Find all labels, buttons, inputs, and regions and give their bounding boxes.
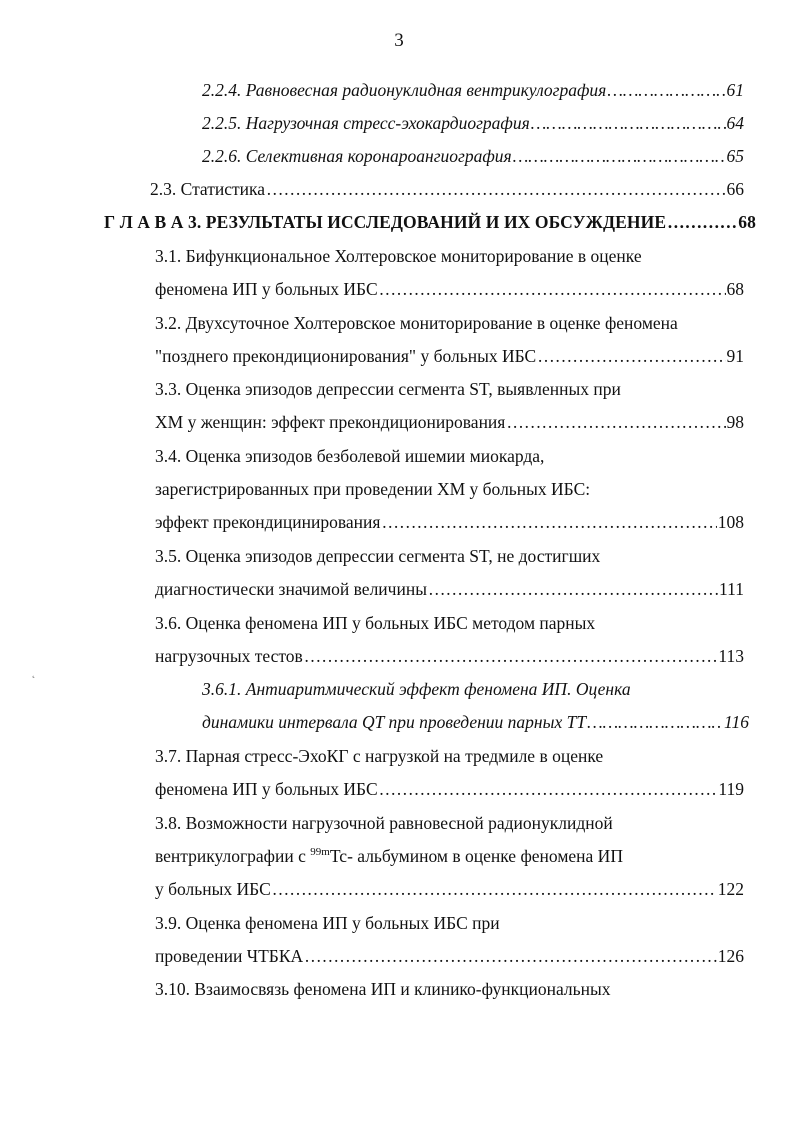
toc-entry-page: 61	[726, 80, 744, 100]
toc-entry-title: 3.9. Оценка феномена ИП у больных ИБС при	[155, 913, 500, 933]
toc-entry-title: 3.4. Оценка эпизодов безболевой ишемии миокарда,	[155, 446, 545, 466]
toc-entry-page: 68	[738, 212, 756, 232]
toc-entry-page: 111	[719, 579, 744, 599]
toc-entry-title: 3.7. Парная стресс-ЭхоКГ с нагрузкой на тредмиле в оценке	[155, 746, 604, 766]
toc-entry-3-5-line2	[155, 577, 744, 601]
toc-entry-3-4-line1	[155, 444, 544, 468]
toc-entry-3-10-line1	[155, 977, 611, 1001]
toc-leader-dots	[304, 944, 717, 968]
toc-chapter-title: Г Л А В А 3. РЕЗУЛЬТАТЫ ИССЛЕДОВАНИЙ И ИХ ОБСУЖДЕНИЕ	[104, 212, 667, 232]
toc-leader-dots	[513, 144, 726, 168]
toc-entry-2-2-5	[202, 111, 744, 135]
toc-entry-page: 98	[726, 412, 744, 432]
toc-entry-title: ХМ у женщин: эффект прекондиционирования	[155, 412, 506, 432]
toc-entry-page: 68	[726, 279, 744, 299]
toc-leader-dots	[506, 410, 725, 434]
toc-entry-title: 2.2.6. Селективная коронароангиография	[202, 146, 512, 166]
toc-entry-title: 2.2.5. Нагрузочная стресс-эхокардиография	[202, 113, 530, 133]
toc-leader-dots	[379, 777, 718, 801]
toc-leader-dots	[379, 277, 726, 301]
toc-entry-3-4-line3	[155, 510, 744, 534]
page-number: 3	[394, 30, 404, 51]
toc-leader-dots	[266, 177, 725, 201]
toc-entry-title: 3.6. Оценка феномена ИП у больных ИБС методом парных	[155, 613, 596, 633]
toc-entry-title: у больных ИБС	[155, 879, 271, 899]
toc-entry-3-2-line1	[155, 311, 678, 335]
toc-entry-page: 116	[724, 712, 749, 732]
toc-entry-3-6-1-line2	[202, 710, 749, 734]
toc-entry-page: 65	[726, 146, 744, 166]
toc-entry-title: 3.6.1. Антиаритмический эффект феномена ИП. Оценка	[202, 679, 631, 699]
toc-entry-3-3-line2	[155, 410, 744, 434]
toc-entry-3-9-line2	[155, 944, 744, 968]
toc-entry-title: проведении ЧТБКА	[155, 946, 304, 966]
toc-entry-text: Tc- альбумином в оценке феномена ИП	[329, 846, 623, 866]
toc-entry-3-7-line2	[155, 777, 744, 801]
toc-entry-page: 119	[718, 779, 744, 799]
toc-entry-page: 64	[726, 113, 744, 133]
toc-leader-dots	[428, 577, 718, 601]
toc-entry-2-2-6	[202, 144, 744, 168]
toc-entry-title: 3.1. Бифункциональное Холтеровское мониторирование в оценке	[155, 246, 642, 266]
toc-leader-dots	[587, 710, 723, 734]
toc-entry-title: феномена ИП у больных ИБС	[155, 279, 378, 299]
toc-entry-3-6-1-line1	[202, 677, 631, 701]
toc-entry-3-8-line1	[155, 811, 613, 835]
toc-entry-page: 66	[726, 179, 744, 199]
toc-entry-title: зарегистрированных при проведении ХМ у больных ИБС:	[155, 479, 591, 499]
toc-chapter-3	[104, 210, 756, 234]
toc-leader-dots	[304, 644, 718, 668]
toc-entry-text: вентрикулографии с	[155, 846, 311, 866]
toc-leader-dots	[607, 78, 725, 102]
toc-entry-3-8-line3	[155, 877, 744, 901]
toc-entry-title: 3.3. Оценка эпизодов депрессии сегмента ST, выявленных при	[155, 379, 621, 399]
toc-leader-dots	[272, 877, 717, 901]
toc-entry-3-9-line1	[155, 911, 500, 935]
toc-entry-title: эффект прекондицинирования	[155, 512, 381, 532]
toc-entry-3-5-line1	[155, 544, 600, 568]
toc-entry-2-2-4	[202, 78, 744, 102]
toc-entry-page: 108	[717, 512, 744, 532]
toc-entry-3-6-line1	[155, 611, 595, 635]
toc-entry-title: 2.3. Статистика	[150, 179, 266, 199]
toc-leader-dots	[537, 344, 725, 368]
toc-entry-page: 122	[717, 879, 744, 899]
toc-entry-page: 91	[726, 346, 744, 366]
toc-entry-title: 3.5. Оценка эпизодов депрессии сегмента ST, не достигших	[155, 546, 601, 566]
toc-entry-page: 126	[717, 946, 744, 966]
toc-entry-title: нагрузочных тестов	[155, 646, 303, 666]
toc-entry-3-2-line2	[155, 344, 744, 368]
toc-entry-3-6-line2	[155, 644, 744, 668]
toc-entry-3-1-line1	[155, 244, 642, 268]
toc-entry-title: 3.10. Взаимосвязь феномена ИП и клинико-функциональных	[155, 979, 611, 999]
toc-leader-dots	[667, 210, 737, 234]
toc-entry-title: "позднего прекондиционирования" у больных ИБС	[155, 346, 537, 366]
toc-entry-title	[155, 844, 623, 868]
toc-leader-dots	[381, 510, 716, 534]
isotope-superscript: 99m	[310, 846, 330, 859]
toc-entry-3-7-line1	[155, 744, 603, 768]
toc-entry-3-4-line2	[155, 477, 590, 501]
toc-entry-2-3	[150, 177, 744, 201]
toc-entry-title: 2.2.4. Равновесная радионуклидная вентрикулография	[202, 80, 607, 100]
toc-entry-3-1-line2	[155, 277, 744, 301]
toc-entry-title: диагностически значимой величины	[155, 579, 427, 599]
toc-entry-page: 113	[718, 646, 744, 666]
toc-entry-title: динамики интервала QT при проведении парных ТТ	[202, 712, 587, 732]
scan-speck: ˛	[32, 668, 36, 679]
toc-entry-title: 3.8. Возможности нагрузочной равновесной радионуклидной	[155, 813, 613, 833]
toc-leader-dots	[531, 111, 726, 135]
toc-entry-title: феномена ИП у больных ИБС	[155, 779, 378, 799]
toc-entry-3-3-line1	[155, 377, 621, 401]
toc-entry-title: 3.2. Двухсуточное Холтеровское мониторирование в оценке феномена	[155, 313, 678, 333]
toc-entry-3-8-line2	[155, 844, 623, 868]
